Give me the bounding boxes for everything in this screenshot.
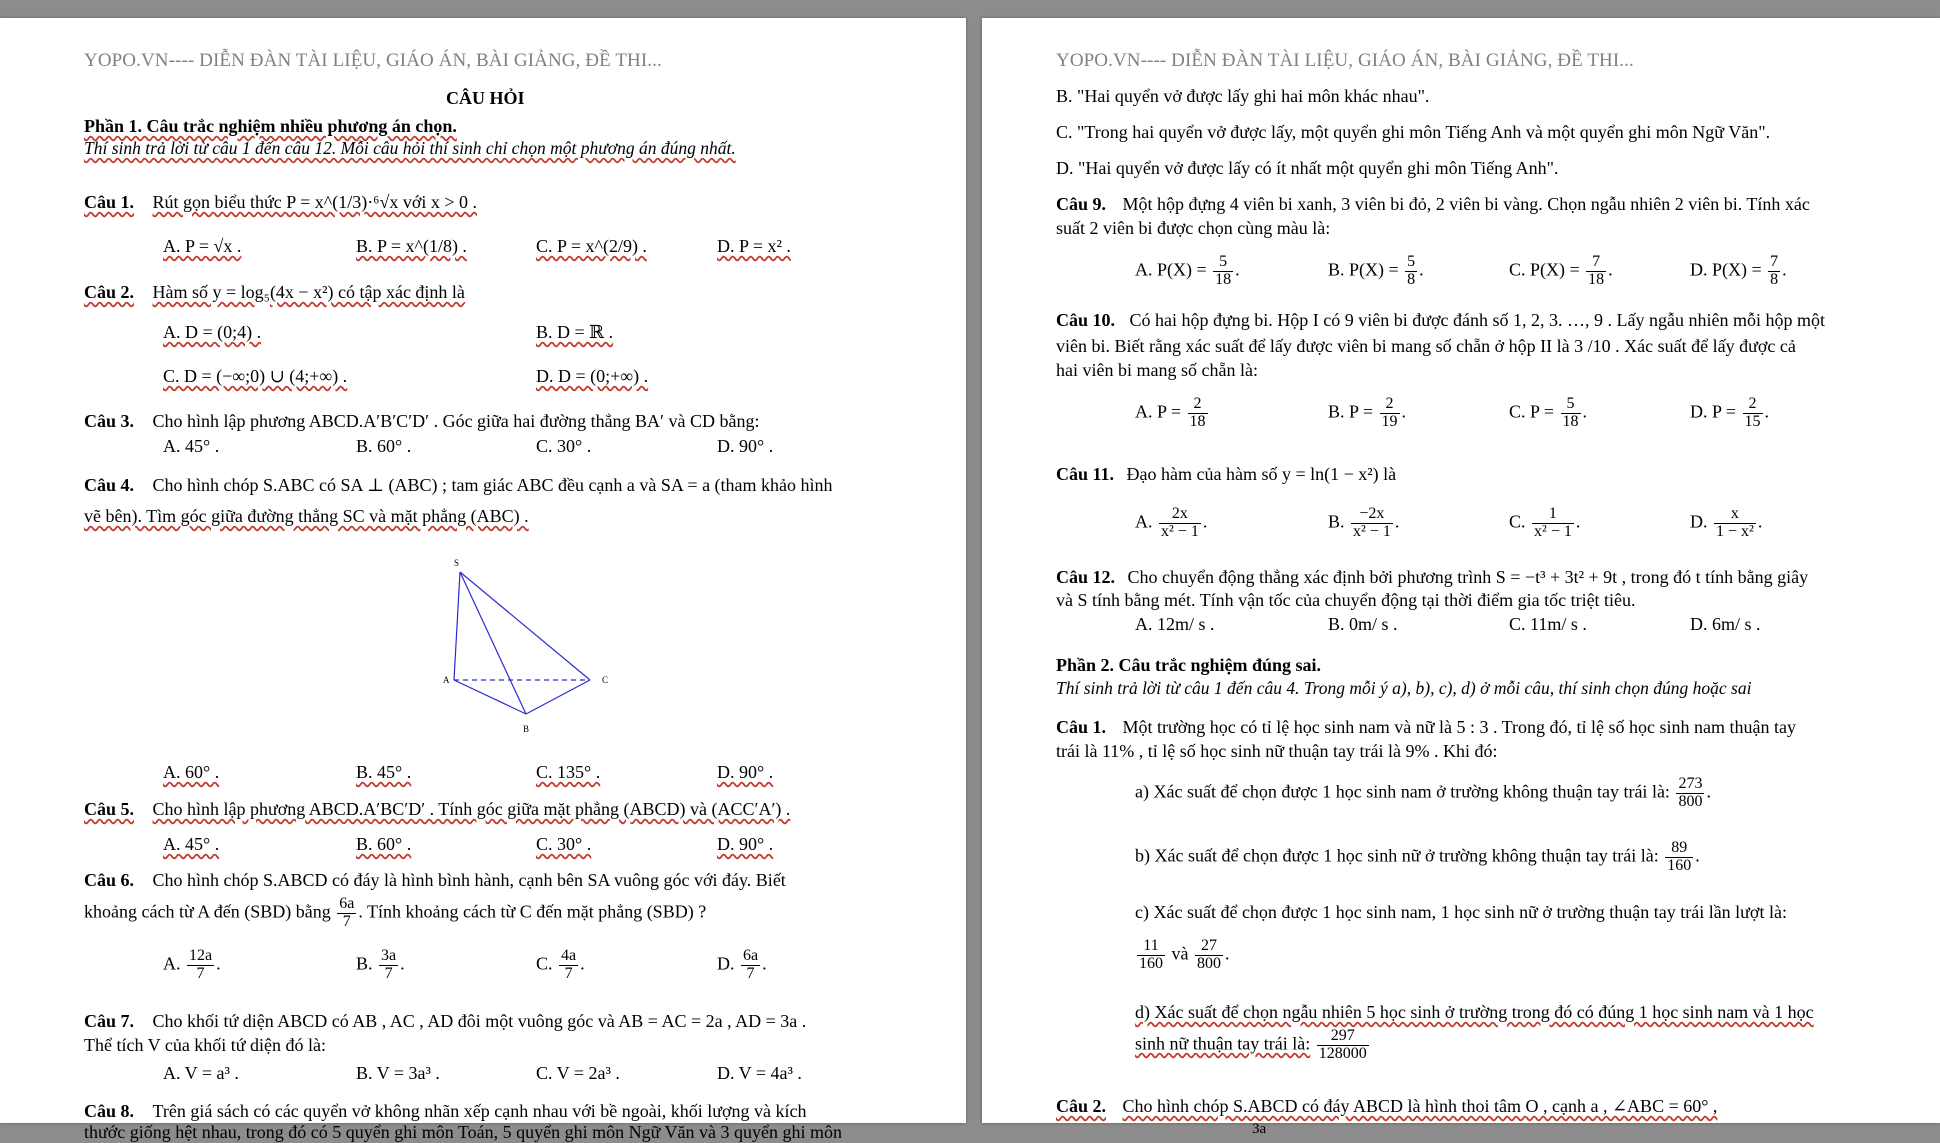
statement-fraction — [1137, 938, 1165, 973]
question-label: Câu 1. — [1056, 717, 1107, 737]
denominator: 7 — [384, 964, 393, 982]
option-letter: A. P(X) = — [1135, 259, 1207, 280]
question-7 — [84, 1011, 806, 1032]
option-fraction — [187, 948, 214, 983]
question-text: Một hộp đựng 4 viên bi xanh, 3 viên bi đỏ, 2 viên bi vàng. Chọn ngẫu nhiên 2 viên bi. Tính xác — [1122, 194, 1810, 214]
question-text: Cho chuyển động thẳng xác định bởi phương trình S = −t³ + 3t² + 9t , trong đó t tính bằng giây — [1127, 567, 1809, 587]
q5-option-b[interactable]: B. 60° . — [356, 834, 412, 854]
q11-option-d[interactable]: D. $\frac{x}{\text{1 − x²}}$ . — [1690, 505, 1763, 540]
statement-c-values: $\frac{11}{160}$ và $\frac{27}{800}$ . — [1139, 937, 1230, 972]
q6-option-d[interactable]: D. $\frac{6a}{7}$ . — [717, 947, 767, 982]
denominator: 18 — [1588, 270, 1605, 288]
q9-option-c[interactable]: C. P(X) = $\frac{7}{18}$ . — [1509, 253, 1613, 288]
denominator: 7 — [196, 964, 205, 982]
option-fraction — [741, 948, 760, 983]
question-text: Cho hình lập phương ABCD.A′B′C′D′ . Góc giữa hai đường thẳng BA′ và CD bằng: — [152, 411, 760, 431]
question-10-line2: viên bi. Biết rằng xác suất để lấy được viên bi mang số chẵn ở hộp II là 3 /10 . Xác suất để lấy được cả — [1056, 336, 1796, 356]
q1-option-a[interactable]: A. P = √x . — [163, 236, 242, 256]
page-header: YOPO.VN---- DIỄN ĐÀN TÀI LIỆU, GIÁO ÁN, BÀI GIẢNG, ĐỀ THI... — [84, 50, 662, 71]
statement-c[interactable] — [1135, 902, 1787, 923]
numerator: 11 — [1137, 938, 1165, 956]
q6-option-c[interactable]: C. $\frac{4a}{7}$ . — [536, 947, 585, 982]
question-text: Một trường học có tỉ lệ học sinh nam và nữ là 5 : 3 . Trong đó, tỉ lệ số học sinh nam thuận tay — [1122, 717, 1796, 737]
option-letter: C. — [536, 953, 553, 974]
numerator: 5 — [1407, 253, 1416, 270]
q5-option-a[interactable]: A. 45° . — [163, 834, 220, 854]
denominator: 8 — [1770, 270, 1779, 288]
q3-option-b[interactable]: B. 60° . — [356, 436, 412, 456]
question-text: Cho khối tứ diện ABCD có AB , AC , AD đôi một vuông góc và AB = AC = 2a , AD = 3a . — [152, 1011, 807, 1031]
option-fraction — [379, 948, 398, 983]
question-label: Câu 4. — [84, 475, 135, 495]
option-fraction — [1159, 506, 1201, 541]
q1-option-d[interactable]: D. P = x² . — [717, 236, 791, 256]
option-letter: C. — [1509, 511, 1526, 532]
statement-a[interactable]: a) Xác suất để chọn được 1 học sinh nam ở trường không thuận tay trái là: $\frac{273}{800}$ . — [1135, 775, 1711, 810]
question-label: Câu 5. — [84, 799, 135, 819]
question-9 — [1056, 194, 1810, 215]
numerator: 2x — [1159, 506, 1201, 524]
question-text: Cho hình chóp S.ABCD có đáy ABCD là hình thoi tâm O , cạnh a , ∠ABC = 60° , — [1122, 1096, 1718, 1116]
q5-option-c[interactable]: C. 30° . — [536, 834, 592, 854]
q10-option-a[interactable] — [1135, 396, 1210, 431]
denominator: 1 − x² — [1716, 522, 1754, 540]
question-11 — [1056, 464, 1396, 485]
question-text: Trên giá sách có các quyển vở không nhãn xếp cạnh nhau với bề ngoài, khối lượng và kích — [152, 1101, 807, 1121]
numerator: 27 — [1195, 938, 1223, 956]
numerator: 4a — [561, 947, 577, 964]
option-letter: B. — [1328, 511, 1345, 532]
option-fraction — [1213, 254, 1233, 289]
statement-d-line2 — [1135, 1028, 1371, 1063]
denominator: 8 — [1407, 270, 1416, 288]
denominator: 800 — [1197, 954, 1221, 972]
option-letter: A. — [1135, 511, 1153, 532]
denominator: 15 — [1744, 412, 1761, 430]
doc-title: CÂU HỎI — [446, 88, 525, 108]
option-letter: D. — [717, 953, 735, 974]
q12-option-d[interactable]: D. 6m/ s . — [1690, 614, 1761, 634]
numerator: 6a — [339, 895, 355, 912]
q6-text-b: . Tính khoảng cách từ C đến mặt phẳng (SBD) ? — [358, 901, 707, 922]
denominator: 7 — [342, 912, 351, 930]
numerator: 89 — [1665, 840, 1693, 858]
option-fraction — [1714, 506, 1756, 541]
question-12-line2: và S tính bằng mét. Tính vận tốc của chuyển động tại thời điểm gia tốc triệt tiêu. — [1056, 590, 1636, 610]
q5-option-d[interactable]: D. 90° . — [717, 834, 774, 854]
numerator: 5 — [1213, 254, 1233, 272]
question-label: Câu 9. — [1056, 194, 1107, 214]
question-label: Câu 2. — [84, 282, 135, 302]
q7-option-d[interactable]: D. V = 4a³ . — [717, 1063, 802, 1083]
q1-option-c[interactable]: C. P = x^(2/9) . — [536, 236, 647, 256]
q2-option-c[interactable]: C. D = (−∞;0) ∪ (4;+∞) . — [163, 366, 348, 386]
numerator: 12a — [189, 947, 213, 964]
option-fraction — [1743, 396, 1763, 431]
question-text: Cho hình lập phương ABCD.A′BC′D′ . Tính góc giữa mặt phẳng (ABCD) và (ACC′A′) . — [152, 799, 791, 819]
part2-question-2-fragment: 3a — [1252, 1121, 1267, 1137]
question-label: Câu 12. — [1056, 567, 1116, 587]
question-9-line2: suất 2 viên bi được chọn cùng màu là: — [1056, 218, 1331, 238]
question-label: Câu 11. — [1056, 464, 1115, 484]
denominator: 18 — [1562, 412, 1579, 430]
q10-option-b[interactable]: B. P = $\frac{2}{19}$ . — [1328, 395, 1406, 430]
question-label: Câu 10. — [1056, 310, 1116, 330]
denominator: 18 — [1215, 270, 1232, 288]
q12-option-a[interactable]: A. 12m/ s . — [1135, 614, 1215, 634]
numerator: −2x — [1351, 506, 1393, 524]
q3-option-a[interactable]: A. 45° . — [163, 436, 220, 456]
q2-option-b[interactable]: B. D = ℝ . — [536, 322, 614, 342]
conjunction: và — [1171, 943, 1189, 964]
question-10 — [1056, 310, 1825, 331]
statement-text: sinh nữ thuận tay trái là: — [1135, 1033, 1311, 1054]
option-letter: B. P = — [1328, 401, 1373, 422]
q9-option-a[interactable]: A. P(X) = $\frac{5}{18}$ . — [1135, 253, 1240, 288]
q7-option-c[interactable]: C. V = 2a³ . — [536, 1063, 620, 1083]
option-letter: D. P(X) = — [1690, 259, 1762, 280]
option-letter: B. P(X) = — [1328, 259, 1399, 280]
q12-option-c[interactable]: C. 11m/ s . — [1509, 614, 1587, 634]
question-label: Câu 1. — [84, 192, 135, 212]
option-letter: B. — [356, 953, 373, 974]
question-text: Hàm số y = log₅(4x − x²) có tập xác định là — [152, 282, 465, 302]
q6-fraction — [337, 896, 356, 931]
statement-fraction — [1676, 776, 1704, 811]
numerator: 297 — [1317, 1028, 1369, 1046]
numerator: 2 — [1743, 396, 1763, 414]
q3-option-d[interactable]: D. 90° . — [717, 436, 774, 456]
denominator: 128000 — [1318, 1044, 1367, 1062]
q4-option-a[interactable]: A. 60° . — [163, 762, 220, 782]
numerator: 1 — [1532, 506, 1574, 524]
q7-option-b[interactable]: B. V = 3a³ . — [356, 1063, 440, 1083]
denominator: 160 — [1139, 954, 1163, 972]
part1-instructions: Thí sinh trả lời từ câu 1 đến câu 12. Mỗi câu hỏi thí sinh chỉ chọn một phương án đúng nhất. — [84, 138, 736, 158]
option-text: D. "Hai quyển vở được lấy có ít nhất một quyển ghi môn Tiếng Anh". — [1056, 158, 1559, 178]
q2-option-d[interactable]: D. D = (0;+∞) . — [536, 366, 649, 386]
q9-option-b[interactable]: B. P(X) = $\frac{5}{8}$ . — [1328, 253, 1424, 288]
question-label: Câu 2. — [1056, 1096, 1107, 1116]
question-4 — [84, 475, 833, 496]
statement-fraction — [1195, 938, 1223, 973]
q1-option-b[interactable]: B. P = x^(1/8) . — [356, 236, 467, 256]
option-fraction — [1351, 506, 1393, 541]
numerator: 2 — [1380, 396, 1400, 414]
option-fraction — [1380, 396, 1400, 431]
q6-option-b[interactable]: B. $\frac{3a}{7}$ . — [356, 947, 405, 982]
left-page — [0, 18, 966, 1142]
question-3 — [84, 411, 759, 432]
vertex-a-label: A — [443, 675, 450, 685]
q11-option-b[interactable]: B. $\frac{-2x}{\text{x² − 1}}$ . — [1328, 505, 1400, 540]
question-6 — [84, 870, 786, 891]
numerator: 7 — [1586, 254, 1606, 272]
statement-text: a) Xác suất để chọn được 1 học sinh nam ở trường không thuận tay trái là: — [1135, 781, 1670, 802]
option-letter: C. P(X) = — [1509, 259, 1580, 280]
option-fraction — [559, 948, 578, 983]
option-letter: A. P = — [1135, 401, 1181, 422]
question-text: Rút gọn biểu thức P = x^(1/3)·⁶√x với x > 0 . — [152, 192, 478, 212]
q11-option-c[interactable]: C. $\frac{1}{\text{x² − 1}}$ . — [1509, 505, 1581, 540]
statement-d[interactable] — [1135, 1002, 1814, 1023]
denominator: x² − 1 — [1353, 522, 1391, 540]
question-12 — [1056, 567, 1808, 588]
q8-option-b[interactable] — [1056, 86, 1429, 107]
part2-title: Phần 2. Câu trắc nghiệm đúng sai. — [1056, 655, 1322, 675]
statement-fraction — [1665, 840, 1693, 875]
question-label: Câu 8. — [84, 1101, 135, 1121]
question-10-line3: hai viên bi mang số chẵn là: — [1056, 360, 1258, 380]
question-1 — [84, 192, 477, 213]
q9-option-d[interactable]: D. P(X) = $\frac{7}{8}$ . — [1690, 253, 1787, 288]
q10-option-d[interactable]: D. P = $\frac{2}{15}$ . — [1690, 395, 1769, 430]
option-letter: A. — [163, 953, 181, 974]
q10-option-c[interactable]: C. P = $\frac{5}{18}$ . — [1509, 395, 1587, 430]
option-letter: C. P = — [1509, 401, 1554, 422]
question-text: Có hai hộp đựng bi. Hộp I có 9 viên bi được đánh số 1, 2, 3. …, 9 . Lấy ngẫu nhiên mỗi hộp một — [1129, 310, 1825, 330]
question-8-line2: thước giống hệt nhau, trong đó có 5 quyển ghi môn Toán, 5 quyển ghi môn Ngữ Văn và 3 quyển ghi môn — [84, 1122, 843, 1142]
question-text: Đạo hàm của hàm số y = ln(1 − x²) là — [1126, 464, 1397, 484]
statement-b[interactable]: b) Xác suất để chọn được 1 học sinh nữ ở trường không thuận tay trái là: $\frac{89}{160}$ . — [1135, 839, 1700, 874]
vertex-s-label: S — [454, 558, 460, 568]
part2-instructions: Thí sinh trả lời từ câu 1 đến câu 4. Trong mỗi ý a), b), c), d) ở mỗi câu, thí sinh chọn đúng hoặc sai — [1056, 678, 1752, 698]
denominator: 7 — [564, 964, 573, 982]
option-fraction — [1586, 254, 1606, 289]
numerator: 2 — [1188, 396, 1208, 414]
question-2 — [84, 282, 465, 303]
numerator: 5 — [1561, 396, 1581, 414]
q8-option-c[interactable] — [1056, 122, 1770, 143]
question-text: Cho hình chóp S.ABCD có đáy là hình bình hành, cạnh bên SA vuông góc với đáy. Biết — [152, 870, 786, 890]
denominator: x² − 1 — [1161, 522, 1199, 540]
q4-option-d[interactable]: D. 90° . — [717, 762, 774, 782]
question-label: Câu 7. — [84, 1011, 135, 1031]
question-8 — [84, 1101, 807, 1122]
part1-title: Phần 1. Câu trắc nghiệm nhiều phương án chọn. — [84, 116, 457, 136]
option-text: C. "Trong hai quyển vở được lấy, một quyển ghi môn Tiếng Anh và một quyển ghi môn Ngữ Văn". — [1056, 122, 1771, 142]
q4-option-b[interactable]: B. 45° . — [356, 762, 412, 782]
q6-option-a[interactable]: A. $\frac{12a}{7}$ . — [163, 947, 221, 982]
question-label: Câu 3. — [84, 411, 135, 431]
numerator: 7 — [1770, 253, 1779, 270]
question-text: Cho hình chóp S.ABC có SA ⊥ (ABC) ; tam giác ABC đều cạnh a và SA = a (tham khảo hình — [152, 475, 833, 495]
denominator: 160 — [1667, 856, 1692, 874]
denominator: 800 — [1678, 792, 1703, 810]
page-header: YOPO.VN---- DIỄN ĐÀN TÀI LIỆU, GIÁO ÁN, BÀI GIẢNG, ĐỀ THI... — [1056, 50, 1634, 71]
question-6-line2 — [84, 896, 706, 931]
q7-option-a[interactable]: A. V = a³ . — [163, 1063, 239, 1083]
question-5 — [84, 799, 790, 820]
option-fraction — [1768, 254, 1780, 289]
denominator: 7 — [746, 964, 755, 982]
numerator: x — [1714, 506, 1756, 524]
statement-text: b) Xác suất để chọn được 1 học sinh nữ ở trường không thuận tay trái là: — [1135, 845, 1659, 866]
numerator: 3a — [381, 947, 397, 964]
q11-option-a[interactable]: A. $\frac{2x}{\text{x² − 1}}$ . — [1135, 505, 1208, 540]
part2-question-2 — [1056, 1096, 1717, 1117]
statement-text: d) Xác suất để chọn ngẫu nhiên 5 học sinh ở trường trong đó có đúng 1 học sinh nam và 1 học — [1135, 1002, 1814, 1022]
question-label: Câu 6. — [84, 870, 135, 890]
vertex-b-label: B — [523, 724, 530, 734]
option-fraction — [1188, 396, 1208, 431]
denominator: 19 — [1381, 412, 1398, 430]
statement-fraction — [1317, 1028, 1369, 1063]
option-fraction — [1561, 396, 1581, 431]
option-letter: D. P = — [1690, 401, 1736, 422]
question-4-line2: vẽ bên). Tìm góc giữa đường thẳng SC và mặt phẳng (ABC) . — [84, 506, 529, 526]
option-letter: D. — [1690, 511, 1708, 532]
question-7-line2: Thể tích V của khối tứ diện đó là: — [84, 1035, 327, 1055]
q2-option-a[interactable]: A. D = (0;4) . — [163, 322, 262, 342]
vertex-c-label: C — [602, 675, 609, 685]
right-page — [982, 18, 1940, 1137]
numerator: 6a — [743, 947, 759, 964]
denominator: x² − 1 — [1534, 522, 1572, 540]
option-text: B. "Hai quyển vở được lấy ghi hai môn khác nhau". — [1056, 86, 1430, 106]
q8-option-d[interactable] — [1056, 158, 1558, 179]
q12-option-b[interactable]: B. 0m/ s . — [1328, 614, 1398, 634]
part2-question-1-line2: trái là 11% , tỉ lệ số học sinh nữ thuận tay trái là 9% . Khi đó: — [1056, 741, 1498, 761]
numerator: 273 — [1678, 775, 1703, 792]
pyramid-figure — [440, 546, 620, 742]
denominator: 18 — [1189, 412, 1206, 430]
option-fraction — [1405, 254, 1417, 289]
statement-text: c) Xác suất để chọn được 1 học sinh nam, 1 học sinh nữ ở trường thuận tay trái lần lượt là: — [1135, 902, 1787, 922]
q4-option-c[interactable]: C. 135° . — [536, 762, 601, 782]
part2-question-1 — [1056, 717, 1796, 738]
option-fraction — [1532, 506, 1574, 541]
q3-option-c[interactable]: C. 30° . — [536, 436, 592, 456]
q6-text-a: khoảng cách từ A đến (SBD) bằng — [84, 901, 331, 922]
